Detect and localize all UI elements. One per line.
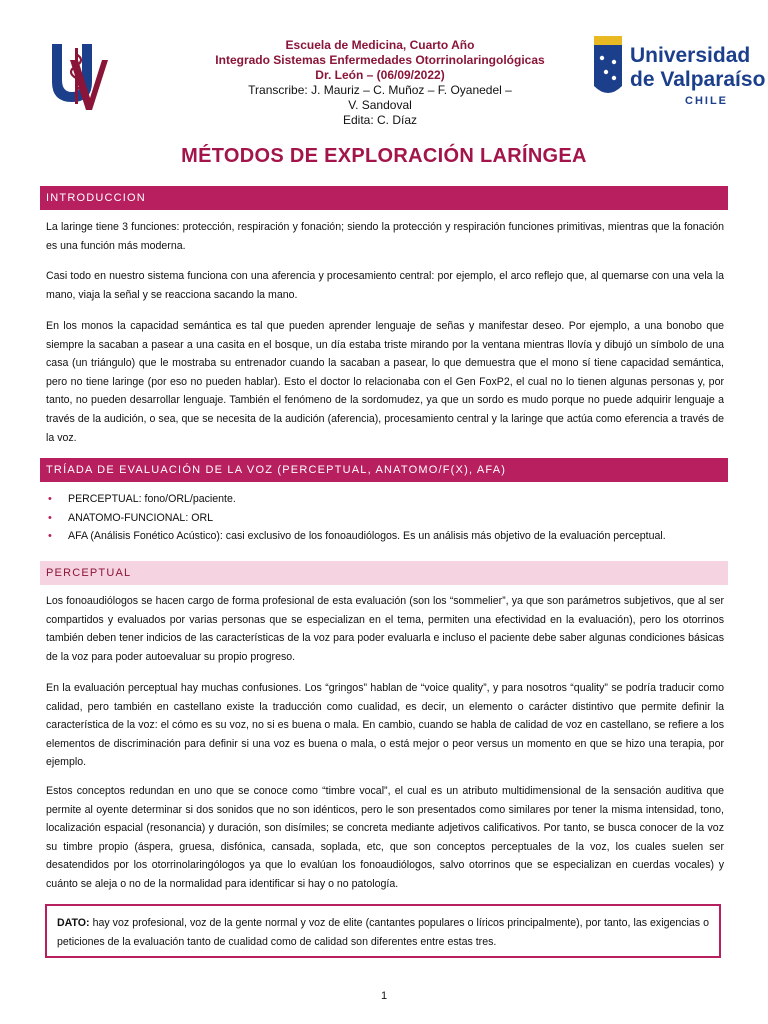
list-item: • ANATOMO-FUNCIONAL: ORL [46, 509, 724, 528]
section-heading-perceptual: PERCEPTUAL [40, 561, 728, 585]
section-heading-intro: INTRODUCCION [40, 186, 728, 210]
lecturer-line: Dr. León – (06/09/2022) [315, 68, 445, 82]
university-name-line1: Universidad [630, 44, 751, 67]
course-line: Integrado Sistemas Enfermedades Otorrinolaringológicas [215, 53, 545, 67]
list-item: • PERCEPTUAL: fono/ORL/paciente. [46, 490, 724, 509]
university-country: CHILE [685, 95, 728, 107]
perceptual-paragraph-1: Los fonoaudiólogos se hacen cargo de forma profesional de esta evaluación (son los “sommelier”, ya que son parámetros subjetivos, que al ser compartidos y evaluados por varias personas que se especializan en el tema, permiten una efectividad en la evaluación), pero los otorrinos también deben tener indicios de las características de la voz para poder evaluarla e incluso el paciente debe saber algunas condiciones básicas de la voz para poder autoevaluar su propio progreso. [46, 595, 724, 663]
editor-line: Edita: C. Díaz [342, 113, 418, 127]
bullet-icon: • [48, 511, 52, 524]
triada-list [46, 490, 724, 546]
university-logo-icon [590, 32, 766, 110]
intro-paragraph-3: En los monos la capacidad semántica es tal que pueden aprender lenguaje de señas y manifestar deseo. Por ejemplo, a una bonobo que siempre la sacaban a pasear a una casita en el bosque, un día estaba triste mirando por la ventana mientras llovía y dibujó un símbolo de una casa (un triángulo) que le mostraba su entrenador cuando la sacaban a pasear, lo que demuestra que el mono sí tiene capacidad semántica, pero no tiene laringe (por eso no pueden hablar). Esto el doctor lo relacionaba con el Gen FoxP2, el cual no lo tienen algunas personas y, por tanto, no pueden desarrollar lenguaje. También el fenómeno de la sordomudez, ya que un sordo es mudo porque no puede adquirir lenguaje a través de la audición, o sea, que se necesita de la audición (aferencia), procesamiento central y la laringe que actúa como eferencia a través de la voz. [46, 320, 724, 444]
transcribers-line: Transcribe: J. Mauriz – C. Muñoz – F. Oyanedel – [248, 83, 512, 97]
list-item: • AFA (Análisis Fonético Acústico): casi exclusivo de los fonoaudiólogos. Es un análisis más objetivo de la evaluación perceptual. [46, 527, 724, 546]
perceptual-paragraph-2: En la evaluación perceptual hay muchas confusiones. Los “gringos” hablan de “voice quality”, y para nosotros “quality” se podría traducir como calidad, pero también en castellano existe la traducción como cualidad, es decir, un elemento o carácter distintivo que permite definir la característica de la voz: el cómo es su voz, no si es buena o mala. En cambio, cuando se habla de calidad de voz en castellano, se refiere a los elementos de discriminación para definir si una voz es buena o mala, o está mejor o peor versus un momento en que se hizo una terapia, por ejemplo. [46, 682, 724, 769]
bullet-icon: • [48, 530, 52, 542]
dato-text: hay voz profesional, voz de la gente normal y voz de elite (cantantes populares o líricos principalmente), por tanto, las exigencias o peticiones de la evaluación tanto de cualidad como de calidad son diferentes entre estas tres. [57, 917, 709, 948]
document-title: MÉTODOS DE EXPLORACIÓN LARÍNGEA [181, 145, 587, 167]
dato-label: DATO: [57, 917, 90, 929]
intro-paragraph-2: Casi todo en nuestro sistema funciona con una aferencia y procesamiento central: por ejemplo, el arco reflejo que, al quemarse con una vela la mano, viaja la señal y se reacciona sacando la mano. [46, 270, 724, 301]
perceptual-paragraph-3: Estos conceptos redundan en uno que se conoce como “timbre vocal”, el cual es un atributo multidimensional de la sensación auditiva que permite al oyente determinar si dos sonidos que no son idénticos, pero le son presentados como similares por tener la misma intensidad, tono, localización espacial (resonancia) y duración, son disímiles; se concreta mediante adjetivos calificativos. Por tanto, se busca conocer de la voz su timbre propio (áspera, gruesa, disfónica, cansada, soplada, etc, que son conceptos perceptuales de la voz, los cuales suelen ser desatendidos por los otorrinolaringólogos ya que lo evalúan los fonoaudiólogos, salvo otorrinos que se especializan en cuerdas vocales) y cuánto se aleja o no de la normalidad para identificar si hay o no patología. [46, 785, 724, 890]
transcribers-line-2: V. Sandoval [348, 98, 412, 112]
school-line: Escuela de Medicina, Cuarto Año [285, 38, 475, 52]
page-number: 1 [380, 990, 388, 1002]
faculty-logo-icon [48, 40, 110, 114]
intro-paragraph-1: La laringe tiene 3 funciones: protección, respiración y fonación; siendo la protección y respiración funciones primitivas, mientras que la fonación es una función más moderna. [46, 221, 724, 252]
document-header [160, 38, 600, 128]
section-heading-triada: TRÍADA DE EVALUACIÓN DE LA VOZ (PERCEPTUAL, ANATOMO/F(X), AFA) [40, 458, 728, 482]
bullet-icon: • [48, 493, 52, 505]
dato-callout [45, 904, 721, 958]
university-name-line2: de Valparaíso [630, 68, 766, 91]
